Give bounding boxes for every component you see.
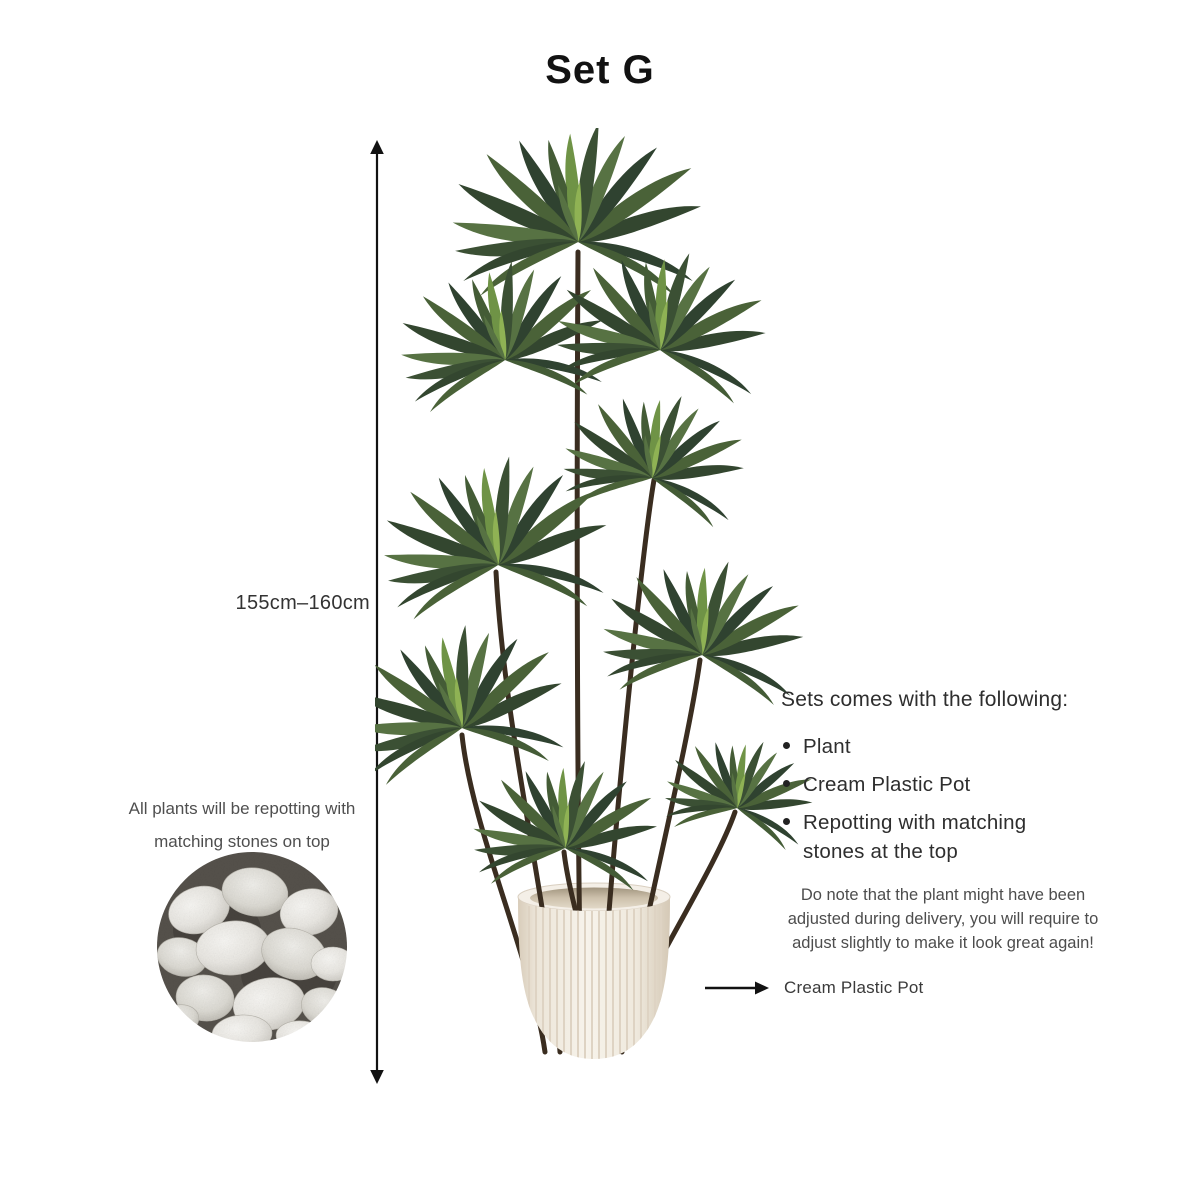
included-heading: Sets comes with the following:: [781, 688, 1069, 711]
repotting-note-line: All plants will be repotting with: [128, 799, 356, 818]
pot-callout: [703, 978, 923, 998]
included-item: [783, 732, 1121, 761]
plant-foliage: [375, 128, 820, 892]
page-title: Set G: [545, 48, 655, 92]
delivery-note-line: Do note that the plant might have been: [800, 886, 1086, 905]
right-arrow-icon: [703, 979, 771, 997]
bullet-icon: [783, 818, 790, 825]
repotting-note-line: matching stones on top: [154, 832, 330, 851]
included-item-label: Repotting with matching stones at the top: [803, 811, 1027, 864]
delivery-note-line: adjusted during delivery, you will require to: [787, 910, 1099, 929]
included-item-label: Plant: [803, 735, 851, 758]
pot-callout-label: Cream Plastic Pot: [784, 978, 924, 997]
included-panel: [765, 688, 1121, 955]
height-label: 155cm–160cm: [235, 592, 370, 614]
bullet-icon: [783, 780, 790, 787]
delivery-note-line: adjust slightly to make it look great again!: [792, 934, 1094, 953]
matching-stones-photo: [157, 852, 347, 1042]
included-item: [783, 770, 1121, 799]
included-item: [783, 808, 1121, 866]
bullet-icon: [783, 742, 790, 749]
included-item-label: Cream Plastic Pot: [803, 773, 971, 797]
delivery-note: [765, 883, 1121, 955]
plant-photo: [375, 128, 820, 1078]
repotting-note: [108, 792, 376, 858]
